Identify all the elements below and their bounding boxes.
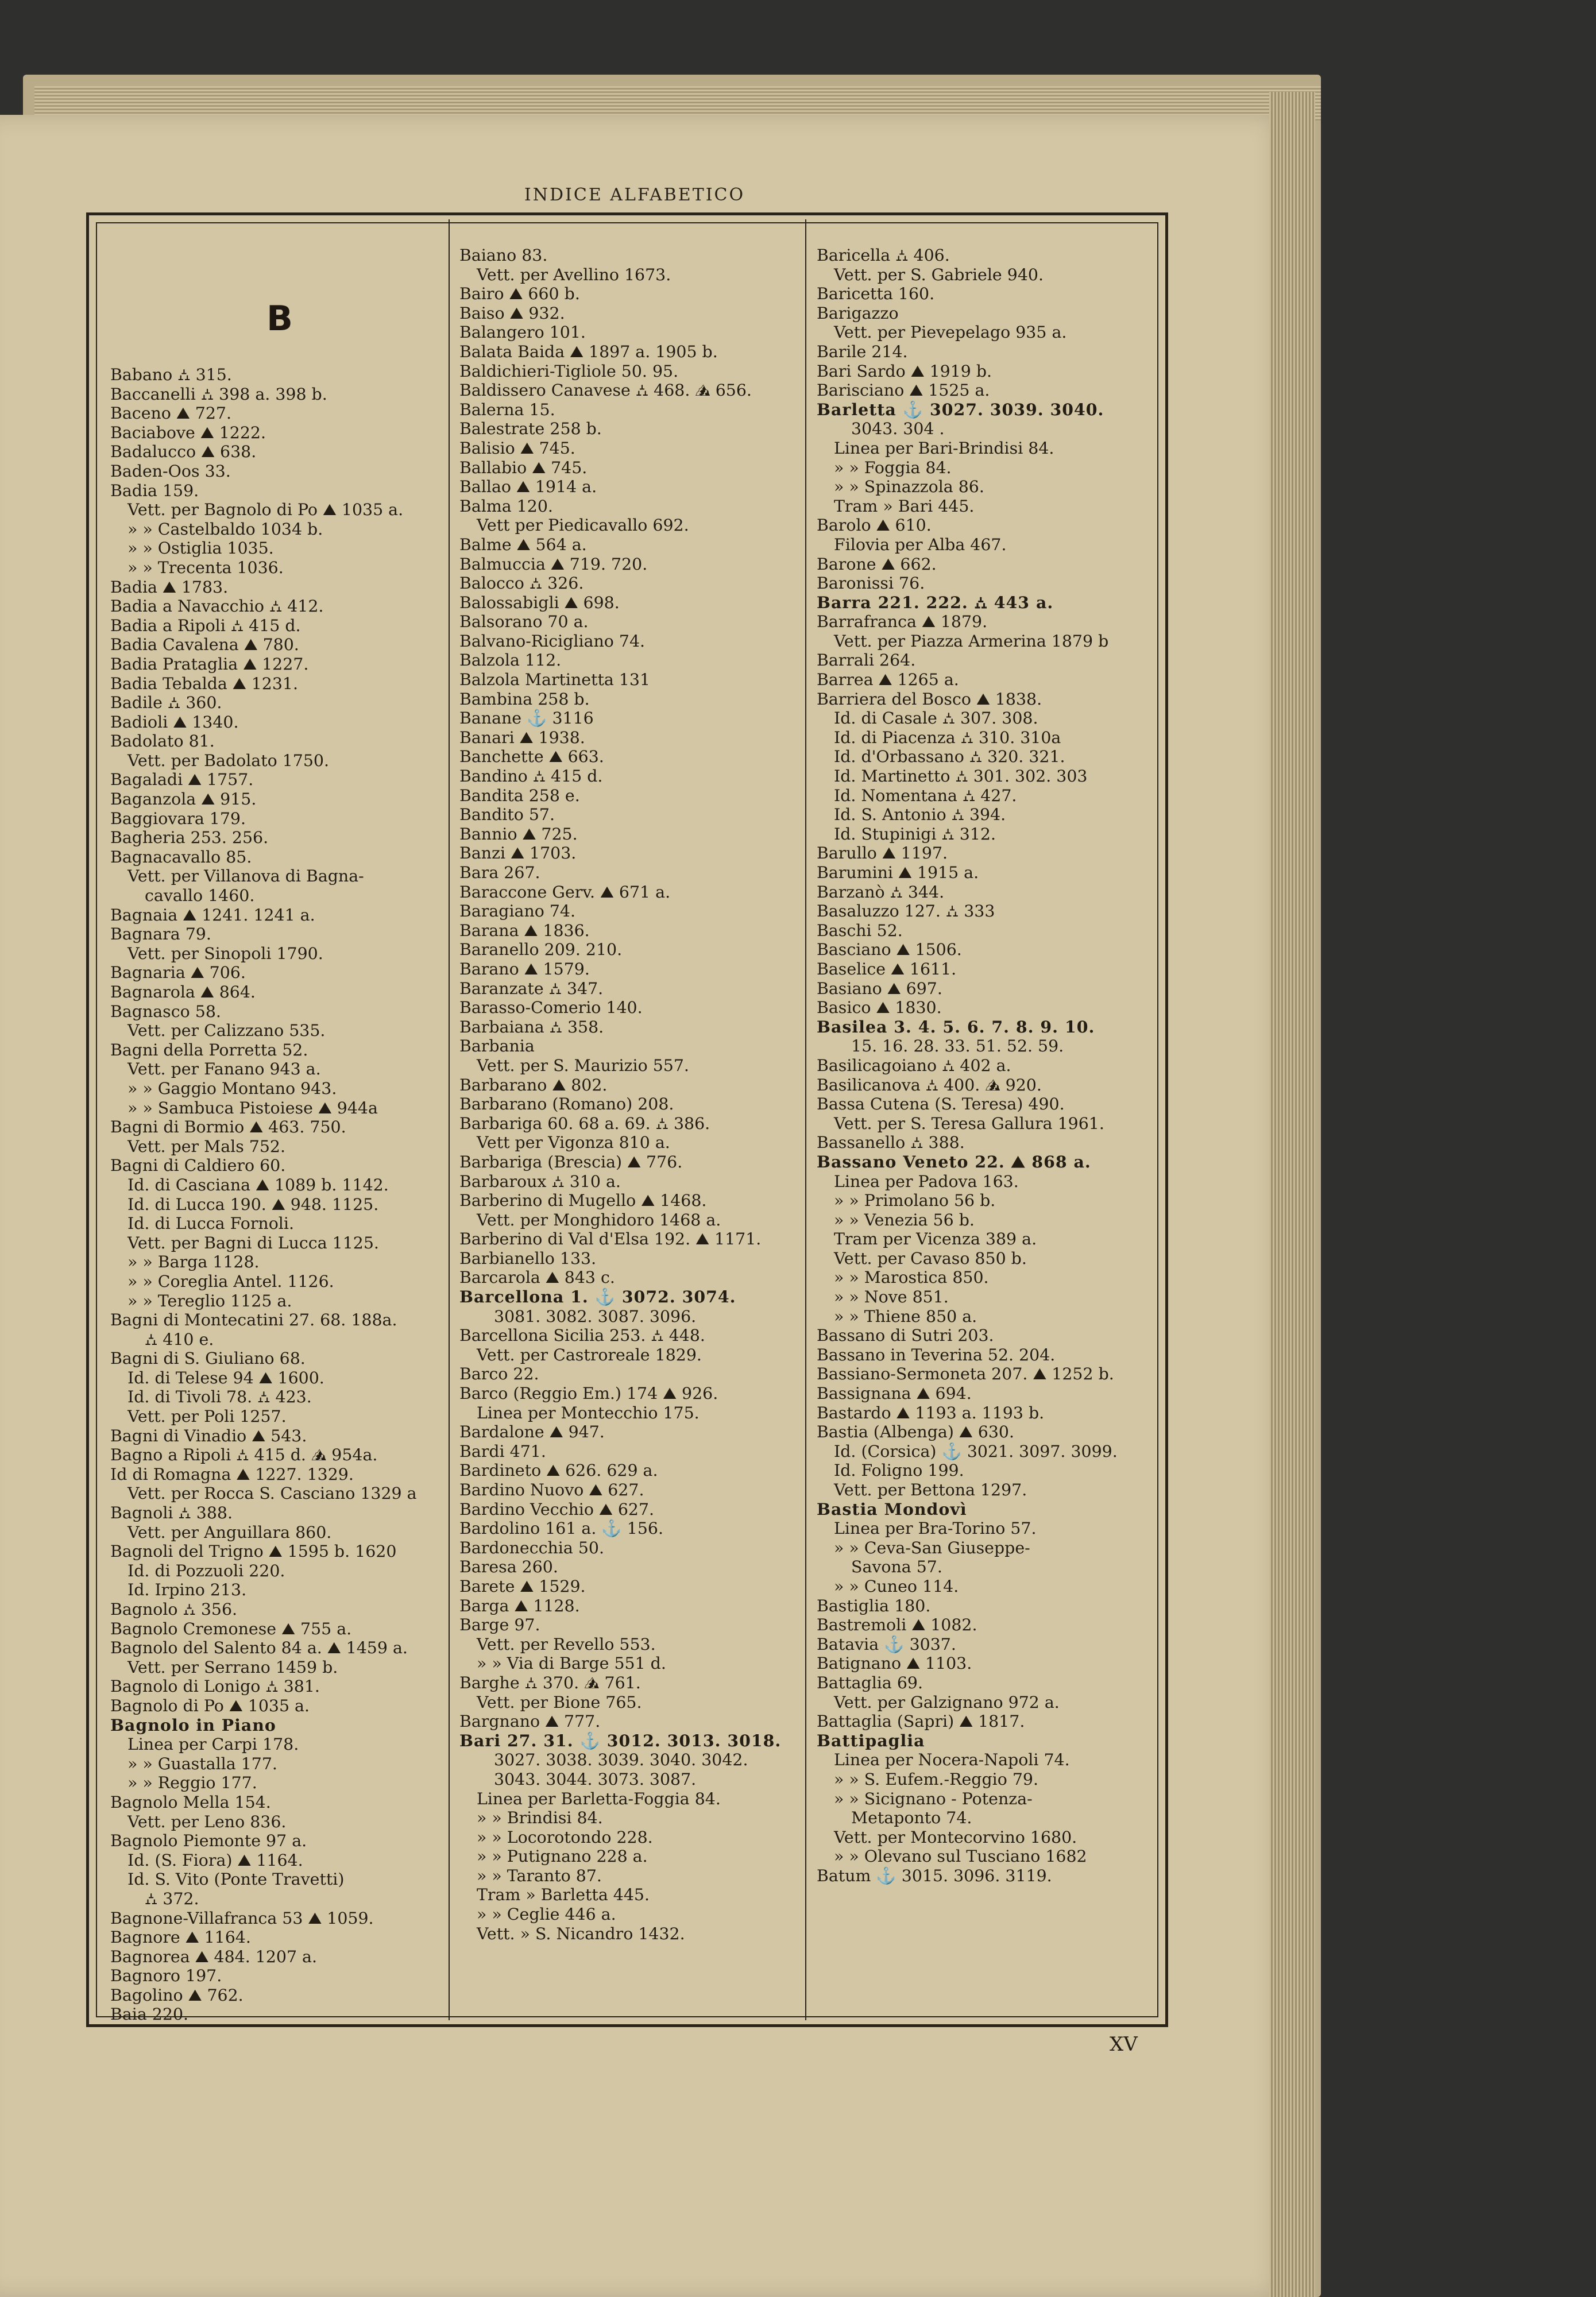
index-entry: Bagnaria ⛰ 706. — [110, 963, 246, 983]
index-entry: Bara 267. — [459, 863, 540, 882]
index-column-1 — [110, 365, 449, 2024]
index-entry: Vett. per Badolato 1750. — [127, 751, 330, 770]
index-entry: Bagnore ⛰ 1164. — [110, 1928, 251, 1947]
index-entry: Id. di Lucca 190. ⛰ 948. 1125. — [127, 1194, 379, 1214]
index-entry: Vett. per Anguillara 860. — [127, 1522, 332, 1542]
index-entry: Badolato 81. — [110, 732, 215, 751]
index-entry: Bardonecchia 50. — [459, 1538, 604, 1557]
index-entry: Bagni di Montecatini 27. 68. 188a. — [110, 1310, 397, 1330]
index-entry: Bardino Vecchio ⛰ 627. — [459, 1499, 655, 1519]
index-entry: Bastremoli ⛰ 1082. — [817, 1615, 977, 1635]
index-entry: » » Sicignano - Potenza- — [834, 1789, 1033, 1808]
index-entry: Barbaroux ⛼ 310 a. — [459, 1171, 621, 1191]
index-entry: Id. Irpino 213. — [127, 1580, 247, 1600]
index-entry: Vett. per Pievepelago 935 a. — [834, 323, 1067, 342]
index-entry: Bastiglia 180. — [817, 1596, 931, 1615]
index-entry: Vett. per Galzignano 972 a. — [834, 1692, 1060, 1712]
index-entry: Badioli ⛰ 1340. — [110, 712, 239, 732]
index-entry: Barcarola ⛰ 843 c. — [459, 1268, 615, 1287]
index-entry: » » S. Eufem.-Reggio 79. — [834, 1769, 1039, 1789]
index-entry: Filovia per Alba 467. — [834, 535, 1007, 554]
index-entry: » » Marostica 850. — [834, 1268, 989, 1287]
index-entry: Tram » Barletta 445. — [477, 1885, 650, 1905]
index-entry: Barrafranca ⛰ 1879. — [817, 612, 988, 632]
index-entry: Barrea ⛰ 1265 a. — [817, 670, 959, 690]
index-entry: Banchette ⛰ 663. — [459, 747, 604, 767]
index-entry: Vett. per Leno 836. — [127, 1812, 287, 1831]
index-entry: Vett. per Mals 752. — [127, 1136, 286, 1156]
index-entry: Bandino ⛼ 415 d. — [459, 767, 603, 786]
index-entry: Baricella ⛼ 406. — [817, 246, 950, 265]
index-entry: Bagnoli del Trigno ⛰ 1595 b. 1620 — [110, 1542, 397, 1561]
index-entry: Vett. per Fanano 943 a. — [127, 1059, 321, 1079]
index-entry: Bardi 471. — [459, 1441, 546, 1461]
index-entry: Baronissi 76. — [817, 574, 925, 593]
index-entry: Barriera del Bosco ⛰ 1838. — [817, 689, 1042, 709]
index-column-3 — [817, 246, 1156, 1885]
index-entry: Bagnolo Mella 154. — [110, 1792, 271, 1812]
index-entry: Bari 27. 31. ⚓ 3012. 3013. 3018. — [459, 1730, 782, 1750]
index-entry: Barletta ⚓ 3027. 3039. 3040. — [817, 399, 1104, 419]
index-entry: Id. di Tivoli 78. ⛼ 423. — [127, 1387, 312, 1407]
index-entry: Baiano 83. — [459, 246, 548, 265]
index-entry: Vett. per S. Maurizio 557. — [477, 1055, 689, 1075]
section-letter: B — [266, 299, 293, 339]
index-entry: Badalucco ⛰ 638. — [110, 442, 257, 462]
index-entry: Vett. per Sinopoli 1790. — [127, 943, 323, 963]
page-number: XV — [1110, 2033, 1138, 2056]
index-entry: Linea per Carpi 178. — [127, 1735, 299, 1754]
index-entry: Bagnolo ⛼ 356. — [110, 1600, 238, 1619]
index-entry: Barana ⛰ 1836. — [459, 921, 590, 940]
index-entry: Basilea 3. 4. 5. 6. 7. 8. 9. 10. — [817, 1016, 1095, 1037]
index-entry: Barco (Reggio Em.) 174 ⛰ 926. — [459, 1384, 718, 1403]
index-entry: Vett. » S. Nicandro 1432. — [477, 1924, 685, 1943]
index-entry: Barolo ⛰ 610. — [817, 516, 932, 535]
index-entry: Id. S. Antonio ⛼ 394. — [834, 805, 1006, 825]
index-entry: Vett. per Bione 765. — [477, 1692, 642, 1712]
index-entry: » » Brindisi 84. — [477, 1808, 603, 1828]
index-entry: Barcellona 1. ⚓ 3072. 3074. — [459, 1287, 736, 1307]
index-entry: » » Nove 851. — [834, 1287, 949, 1307]
index-entry: Id. (S. Fiora) ⛰ 1164. — [127, 1850, 303, 1870]
index-entry: Badia Cavalena ⛰ 780. — [110, 635, 299, 655]
index-entry: 3043. 3044. 3073. 3087. — [494, 1769, 697, 1789]
index-entry: Babano ⛼ 315. — [110, 365, 232, 384]
index-entry: » » Barga 1128. — [127, 1252, 260, 1272]
index-entry: Balestrate 258 b. — [459, 419, 602, 439]
index-entry: Barrali 264. — [817, 651, 916, 670]
index-entry: Baceno ⛰ 727. — [110, 404, 231, 423]
index-entry: Bagnasco 58. — [110, 1001, 221, 1021]
index-entry: Metaponto 74. — [851, 1808, 972, 1828]
index-entry: Linea per Padova 163. — [834, 1171, 1019, 1191]
index-entry: Barra 221. 222. ⛼ 443 a. — [817, 592, 1054, 612]
index-entry: Badia Prataglia ⛰ 1227. — [110, 654, 309, 674]
index-entry: Bagnacavallo 85. — [110, 847, 252, 867]
index-entry: Bardino Nuovo ⛰ 627. — [459, 1480, 644, 1499]
column-divider — [805, 219, 806, 2020]
index-entry: » » Locorotondo 228. — [477, 1827, 653, 1847]
index-entry: Baschi 52. — [817, 921, 903, 940]
index-entry: Bassignana ⛰ 694. — [817, 1384, 972, 1403]
index-entry: Vett. per Monghidoro 1468 a. — [477, 1210, 721, 1229]
index-entry: » » Trecenta 1036. — [127, 558, 284, 577]
index-entry: Bagni di Vinadio ⛰ 543. — [110, 1426, 307, 1445]
index-entry: » » Venezia 56 b. — [834, 1210, 975, 1229]
index-entry: Bagni di Caldiero 60. — [110, 1156, 286, 1175]
index-entry: Vett. per Revello 553. — [477, 1634, 656, 1654]
index-entry: Bassa Cutena (S. Teresa) 490. — [817, 1095, 1065, 1114]
index-entry: Bargnano ⛰ 777. — [459, 1712, 601, 1731]
index-entry: » » Taranto 87. — [477, 1866, 602, 1885]
index-entry: Bagolino ⛰ 762. — [110, 1985, 244, 2005]
index-entry: Vett. per Rocca S. Casciano 1329 a — [127, 1484, 417, 1503]
index-entry: Vett. per S. Teresa Gallura 1961. — [834, 1113, 1104, 1133]
index-entry: Badia 159. — [110, 481, 199, 500]
page-header: INDICE ALFABETICO — [524, 185, 745, 205]
index-entry: Id. Nomentana ⛼ 427. — [834, 786, 1017, 805]
index-entry: Baragiano 74. — [459, 902, 576, 921]
index-entry: Bagnaia ⛰ 1241. 1241 a. — [110, 905, 315, 925]
index-entry: Baiso ⛰ 932. — [459, 303, 565, 323]
index-entry: Bagni di Bormio ⛰ 463. 750. — [110, 1117, 346, 1137]
index-entry: ⛼ 410 e. — [145, 1329, 214, 1349]
index-entry: Vett. per Cavaso 850 b. — [834, 1248, 1027, 1268]
index-entry: Bagnoro 197. — [110, 1966, 222, 1986]
index-entry: Baciabove ⛰ 1222. — [110, 423, 266, 442]
index-entry: » » Ceglie 446 a. — [477, 1905, 616, 1924]
index-entry: » » Gaggio Montano 943. — [127, 1078, 337, 1098]
index-entry: Bagni di S. Giuliano 68. — [110, 1349, 306, 1368]
index-entry: Barbariga 60. 68 a. 69. ⛼ 386. — [459, 1113, 710, 1133]
index-entry: Badia Tebalda ⛰ 1231. — [110, 674, 298, 693]
index-entry: Bagnolo di Po ⛰ 1035 a. — [110, 1696, 310, 1715]
index-entry: Basilicanova ⛼ 400. ⛰ 920. — [817, 1075, 1042, 1095]
index-entry: Bagnolo in Piano — [110, 1715, 276, 1735]
index-entry: Balmuccia ⛰ 719. 720. — [459, 554, 648, 574]
index-entry: Barano ⛰ 1579. — [459, 959, 590, 979]
index-entry: » » Via di Barge 551 d. — [477, 1654, 666, 1673]
index-entry: Barbianello 133. — [459, 1248, 597, 1268]
index-entry: Balsorano 70 a. — [459, 612, 589, 632]
index-entry: » » Thiene 850 a. — [834, 1306, 977, 1326]
index-entry: Vett per Vigonza 810 a. — [477, 1133, 670, 1153]
index-entry: Ballabio ⛰ 745. — [459, 458, 588, 477]
index-entry: Id. di Pozzuoli 220. — [127, 1561, 285, 1580]
index-entry: Vett. per Castroreale 1829. — [477, 1345, 702, 1364]
index-entry: Bandita 258 e. — [459, 786, 580, 805]
index-entry: Balossabigli ⛰ 698. — [459, 593, 620, 612]
index-entry: Bagnolo Piemonte 97 a. — [110, 1831, 307, 1851]
index-entry: Banari ⛰ 1938. — [459, 728, 585, 747]
index-entry: Barco 22. — [459, 1364, 539, 1384]
index-entry: Id. di Lucca Fornoli. — [127, 1214, 294, 1233]
index-entry: Linea per Bari-Brindisi 84. — [834, 438, 1054, 458]
index-entry: Vett. per Bagni di Lucca 1125. — [127, 1233, 379, 1252]
index-entry: Vett. per S. Gabriele 940. — [834, 265, 1044, 284]
index-entry: Barge 97. — [459, 1615, 540, 1635]
index-entry: 3027. 3038. 3039. 3040. 3042. — [494, 1750, 748, 1770]
index-entry: Vett. per Serrano 1459 b. — [127, 1657, 338, 1677]
index-entry: Bassano Veneto 22. ⛰ 868 a. — [817, 1151, 1091, 1171]
index-entry: » » Guastalla 177. — [127, 1754, 277, 1773]
index-entry: Bagnoli ⛼ 388. — [110, 1503, 233, 1523]
index-entry: » » Olevano sul Tusciano 1682 — [834, 1847, 1087, 1866]
index-entry: Id. Foligno 199. — [834, 1461, 964, 1480]
index-entry: Balzola 112. — [459, 651, 562, 670]
index-entry: Bandito 57. — [459, 805, 555, 825]
index-entry: Bassano in Teverina 52. 204. — [817, 1345, 1056, 1364]
index-entry: Baranzate ⛼ 347. — [459, 979, 604, 998]
index-entry: Barghe ⛼ 370. ⛰ 761. — [459, 1673, 641, 1692]
index-entry: Barone ⛰ 662. — [817, 554, 937, 574]
index-entry: Bambina 258 b. — [459, 689, 590, 709]
index-entry: Batavia ⚓ 3037. — [817, 1634, 956, 1654]
index-entry: Banzi ⛰ 1703. — [459, 844, 577, 863]
index-entry: Id di Romagna ⛰ 1227. 1329. — [110, 1464, 354, 1484]
index-entry: Bastardo ⛰ 1193 a. 1193 b. — [817, 1403, 1045, 1422]
index-entry: Barisciano ⛰ 1525 a. — [817, 381, 990, 400]
index-entry: Barbarano ⛰ 802. — [459, 1075, 608, 1095]
index-entry: » » Putignano 228 a. — [477, 1847, 648, 1866]
index-entry: Bardineto ⛰ 626. 629 a. — [459, 1461, 658, 1480]
index-entry: Linea per Nocera-Napoli 74. — [834, 1750, 1070, 1770]
index-entry: Balocco ⛼ 326. — [459, 574, 584, 593]
index-entry: Bagnolo Cremonese ⛰ 755 a. — [110, 1619, 352, 1638]
index-entry: » » Ceva-San Giuseppe- — [834, 1538, 1030, 1557]
index-entry: Bagnorea ⛰ 484. 1207 a. — [110, 1947, 318, 1966]
index-entry: Bastia Mondovì — [817, 1499, 967, 1519]
index-entry: 3043. 304 . — [851, 419, 945, 439]
index-entry: Vett per Piedicavallo 692. — [477, 516, 689, 535]
index-entry: Baraccone Gerv. ⛰ 671 a. — [459, 882, 671, 902]
index-entry: Barumini ⛰ 1915 a. — [817, 863, 979, 882]
index-entry: Baia 220. — [110, 2005, 189, 2024]
index-entry: Barete ⛰ 1529. — [459, 1576, 586, 1596]
index-entry: Balerna 15. — [459, 400, 555, 419]
index-entry: Vett. per Montecorvino 1680. — [834, 1827, 1077, 1847]
index-entry: Badia ⛰ 1783. — [110, 577, 229, 597]
index-entry: Bassanello ⛼ 388. — [817, 1133, 965, 1153]
index-entry: Barbania — [459, 1037, 535, 1056]
index-entry: Batignano ⛰ 1103. — [817, 1654, 972, 1673]
index-entry: Linea per Barletta-Foggia 84. — [477, 1789, 721, 1808]
index-entry: Battipaglia — [817, 1730, 925, 1750]
index-entry: cavallo 1460. — [145, 886, 255, 906]
index-entry: Basaluzzo 127. ⛼ 333 — [817, 902, 995, 921]
index-entry: » » Primolano 56 b. — [834, 1191, 996, 1211]
index-entry: » » Ostiglia 1035. — [127, 539, 274, 558]
index-entry: Bardalone ⛰ 947. — [459, 1422, 605, 1442]
index-entry: Baranello 209. 210. — [459, 940, 623, 960]
index-entry: Baldichieri-Tigliole 50. 95. — [459, 361, 679, 381]
index-entry: Id. di Telese 94 ⛰ 1600. — [127, 1368, 324, 1387]
index-entry: Id. di Piacenza ⛼ 310. 310a — [834, 728, 1061, 747]
index-entry: 3081. 3082. 3087. 3096. — [494, 1306, 697, 1326]
index-entry: Id. di Casale ⛼ 307. 308. — [834, 709, 1038, 728]
index-entry: Balangero 101. — [459, 323, 586, 342]
index-entry: Bagno a Ripoli ⛼ 415 d. ⛰ 954a. — [110, 1445, 378, 1465]
index-entry: Tram » Bari 445. — [834, 496, 975, 516]
index-entry: Baricetta 160. — [817, 284, 935, 304]
index-entry: Balata Baida ⛰ 1897 a. 1905 b. — [459, 342, 718, 361]
index-entry: Bairo ⛰ 660 b. — [459, 284, 580, 304]
index-entry: Bardolino 161 a. ⚓ 156. — [459, 1519, 663, 1538]
index-entry: Id. S. Vito (Ponte Travetti) — [127, 1870, 345, 1889]
index-entry: Basilicagoiano ⛼ 402 a. — [817, 1055, 1011, 1075]
index-entry: Vett. per Piazza Armerina 1879 b — [834, 631, 1109, 651]
index-entry: Bagni della Porretta 52. — [110, 1040, 308, 1059]
index-entry: Barbariga (Brescia) ⛰ 776. — [459, 1152, 683, 1171]
index-entry: » » Spinazzola 86. — [834, 477, 984, 497]
index-entry: Linea per Bra-Torino 57. — [834, 1519, 1037, 1538]
index-entry: Bannio ⛰ 725. — [459, 824, 578, 844]
index-entry: Baldissero Canavese ⛼ 468. ⛰ 656. — [459, 381, 752, 400]
index-entry: Badia a Navacchio ⛼ 412. — [110, 597, 324, 616]
index-entry: Battaglia (Sapri) ⛰ 1817. — [817, 1712, 1025, 1731]
index-entry: Barasso-Comerio 140. — [459, 998, 643, 1018]
index-entry: Vett. per Villanova di Bagna- — [127, 867, 364, 886]
index-entry: Id. Martinetto ⛼ 301. 302. 303 — [834, 767, 1088, 786]
index-entry: Baden-Oos 33. — [110, 461, 231, 481]
index-entry: Banane ⚓ 3116 — [459, 709, 594, 728]
index-entry: Balma 120. — [459, 496, 553, 516]
index-entry: Vett. per Bagnolo di Po ⛰ 1035 a. — [127, 500, 404, 520]
index-entry: Bagnara 79. — [110, 925, 211, 944]
index-entry: Vett. per Calizzano 535. — [127, 1021, 326, 1041]
index-entry: Vett. per Poli 1257. — [127, 1407, 287, 1426]
index-entry: Barbaiana ⛼ 358. — [459, 1017, 604, 1037]
index-entry: Balisio ⛰ 745. — [459, 438, 575, 458]
index-entry: » » Coreglia Antel. 1126. — [127, 1271, 334, 1291]
index-entry: Barga ⛰ 1128. — [459, 1596, 580, 1615]
index-entry: Baresa 260. — [459, 1557, 558, 1577]
index-entry: Vett. per Avellino 1673. — [477, 265, 671, 284]
index-column-2 — [459, 246, 798, 1943]
index-entry: Id. d'Orbassano ⛼ 320. 321. — [834, 747, 1065, 767]
index-entry: Barberino di Mugello ⛰ 1468. — [459, 1191, 707, 1211]
index-entry: Barullo ⛰ 1197. — [817, 844, 948, 863]
index-entry: Bassiano-Sermoneta 207. ⛰ 1252 b. — [817, 1364, 1114, 1384]
index-entry: Baganzola ⛰ 915. — [110, 790, 257, 809]
index-entry: Bagheria 253. 256. — [110, 828, 269, 848]
index-entry: Battaglia 69. — [817, 1673, 923, 1692]
index-entry: » » Foggia 84. — [834, 458, 952, 477]
index-entry: Barigazzo — [817, 303, 899, 323]
index-entry: Bagnolo del Salento 84 a. ⛰ 1459 a. — [110, 1638, 408, 1658]
index-entry: Id. Stupinigi ⛼ 312. — [834, 824, 996, 844]
index-entry: Baggiovara 179. — [110, 809, 246, 828]
index-entry: Barbarano (Romano) 208. — [459, 1095, 674, 1114]
index-entry: Batum ⚓ 3015. 3096. 3119. — [817, 1866, 1052, 1885]
index-entry: » » Tereglio 1125 a. — [127, 1291, 292, 1310]
index-entry: Baselice ⛰ 1611. — [817, 959, 957, 979]
index-entry: Bagnone-Villafranca 53 ⛰ 1059. — [110, 1908, 374, 1928]
index-entry: Barzanò ⛼ 344. — [817, 882, 945, 902]
index-entry: Basico ⛰ 1830. — [817, 998, 942, 1018]
index-entry: » » Castelbaldo 1034 b. — [127, 519, 323, 539]
index-entry: Barile 214. — [817, 342, 908, 361]
index-entry: Badile ⛼ 360. — [110, 693, 222, 713]
index-entry: Vett. per Bettona 1297. — [834, 1480, 1027, 1499]
index-entry: Baccanelli ⛼ 398 a. 398 b. — [110, 384, 327, 404]
index-entry: Basciano ⛰ 1506. — [817, 940, 962, 960]
index-entry: Barberino di Val d'Elsa 192. ⛰ 1171. — [459, 1229, 762, 1249]
index-entry: Bagnolo di Lonigo ⛼ 381. — [110, 1677, 320, 1696]
index-entry: Bastia (Albenga) ⛰ 630. — [817, 1422, 1015, 1442]
index-entry: Bari Sardo ⛰ 1919 b. — [817, 361, 992, 381]
index-entry: ⛼ 372. — [145, 1889, 199, 1908]
index-entry: Linea per Montecchio 175. — [477, 1403, 700, 1422]
index-entry: Balzola Martinetta 131 — [459, 670, 651, 690]
index-entry: » » Reggio 177. — [127, 1773, 257, 1793]
index-entry: Ballao ⛰ 1914 a. — [459, 477, 597, 497]
index-entry: Id. di Casciana ⛰ 1089 b. 1142. — [127, 1175, 389, 1194]
index-entry: » » Sambuca Pistoiese ⛰ 944a — [127, 1098, 378, 1117]
index-entry: 15. 16. 28. 33. 51. 52. 59. — [851, 1037, 1064, 1056]
index-entry: Bassano di Sutri 203. — [817, 1326, 994, 1345]
index-entry: Basiano ⛰ 697. — [817, 979, 942, 998]
index-entry: Barcellona Sicilia 253. ⛼ 448. — [459, 1326, 705, 1345]
index-entry: Balvano-Ricigliano 74. — [459, 631, 646, 651]
index-entry: Bagnarola ⛰ 864. — [110, 983, 256, 1001]
index-entry: Tram per Vicenza 389 a. — [834, 1229, 1037, 1249]
index-entry: Bagaladi ⛰ 1757. — [110, 770, 254, 790]
index-entry: Balme ⛰ 564 a. — [459, 535, 587, 554]
index-entry: » » Cuneo 114. — [834, 1576, 959, 1596]
index-entry: Badia a Ripoli ⛼ 415 d. — [110, 616, 301, 635]
page-stack-right — [1269, 92, 1315, 2297]
index-entry: Id. (Corsica) ⚓ 3021. 3097. 3099. — [834, 1441, 1118, 1461]
index-entry: Savona 57. — [851, 1557, 942, 1577]
